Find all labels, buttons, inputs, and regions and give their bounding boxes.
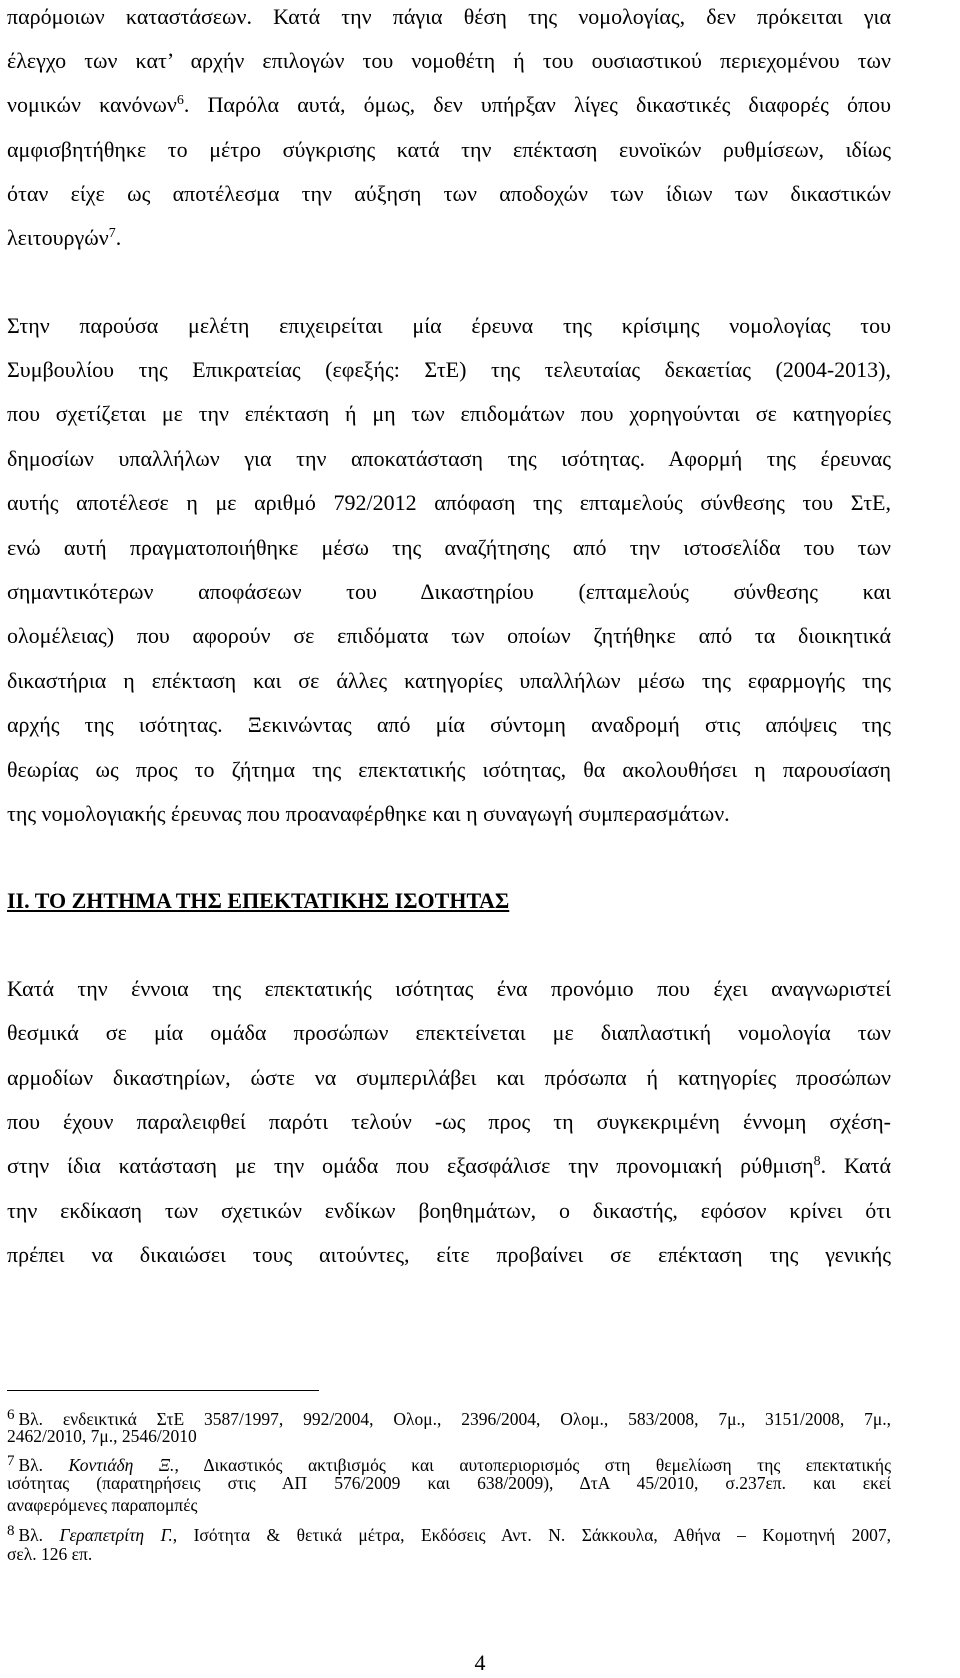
footnote-8-line-2: σελ. 126 επ. [7, 1544, 93, 1564]
footnote-7-text-1: , Δικαστικός ακτιβισμός και αυτοπεριορισμός στη θεμελίωση της επεκτατικής [174, 1455, 891, 1475]
page-number: 4 [474, 1650, 486, 1675]
paragraph-2-line-2: Συμβουλίου της Επικρατείας (εφεξής: ΣτΕ) της τελευταίας δεκαετίας (2004-2013), [7, 357, 891, 382]
paragraph-2-line-10: αρχής της ισότητας. Ξεκινώντας από μία σύντομη αναδρομή στις απόψεις της [7, 712, 891, 737]
footnote-7-number: 7 [7, 1453, 15, 1469]
footnote-8-number: 8 [7, 1523, 15, 1539]
paragraph-1-line-4: αμφισβητήθηκε το μέτρο σύγκρισης κατά την επέκταση ευνοϊκών ρυθμίσεων, ιδίως [7, 137, 891, 162]
footnote-ref-6: 6 [176, 93, 184, 108]
paragraph-1-line-3-text-b: . Παρόλα αυτά, όμως, δεν υπήρξαν λίγες δικαστικές διαφορές όπου [183, 92, 891, 117]
footnote-6-text-1: Βλ. ενδεικτικά ΣτΕ 3587/1997, 992/2004, Ολομ., 2396/2004, Ολομ., 583/2008, 7μ., 3151/2008, 7μ., [18, 1409, 891, 1429]
paragraph-2-line-11: θεωρίας ως προς το ζήτημα της επεκτατικής ισότητας, θα ακολουθήσει η παρουσίαση [7, 757, 891, 782]
paragraph-1-line-6-text-b: . [115, 225, 122, 250]
paragraph-3-line-4: που έχουν παραλειφθεί παρότι τελούν -ως προς τη συγκεκριμένη έννομη σχέση- [7, 1109, 891, 1134]
paragraph-3-line-6: την εκδίκαση των σχετικών ενδίκων βοηθημάτων, ο δικαστής, εφόσον κρίνει ότι [7, 1198, 891, 1223]
paragraph-1-line-3-text-a: νομικών κανόνων [7, 92, 177, 117]
paragraph-3-line-2: θεσμικά σε μία ομάδα προσώπων επεκτείνεται με διαπλαστική νομολογία των [7, 1020, 891, 1045]
paragraph-3-line-7: πρέπει να δικαιώσει τους αιτούντες, είτε προβαίνει σε επέκταση της γενικής [7, 1242, 891, 1267]
paragraph-2-line-1: Στην παρούσα μελέτη επιχειρείται μία έρευνα της κρίσιμης νομολογίας του [7, 313, 891, 338]
footnote-8-text-1: , Ισότητα & θετικά μέτρα, Εκδόσεις Αντ. Ν. Σάκκουλα, Αθήνα – Κομοτηνή 2007, [172, 1525, 891, 1545]
paragraph-3-line-1: Κατά την έννοια της επεκτατικής ισότητας ένα προνόμιο που έχει αναγνωριστεί [7, 976, 891, 1001]
paragraph-1-line-2: έλεγχο των κατ’ αρχήν επιλογών του νομοθέτη ή του ουσιαστικού περιεχομένου των [7, 48, 891, 73]
footnote-8-author: Γεραπετρίτη Γ. [59, 1525, 173, 1545]
footnote-7-prefix: Βλ. [18, 1455, 69, 1475]
paragraph-3-line-5-text-a: στην ίδια κατάσταση με την ομάδα που εξασφάλισε την προνομιακή ρύθμιση [7, 1153, 814, 1178]
footnote-7-line-1 [7, 1451, 891, 1475]
footnote-ref-7: 7 [108, 226, 116, 241]
paragraph-1-line-1: παρόμοιων καταστάσεων. Κατά την πάγια θέση της νομολογίας, δεν πρόκειται για [7, 4, 891, 29]
footnote-7-line-2: ισότητας (παρατηρήσεις στις ΑΠ 576/2009 και 638/2009), ΔτΑ 45/2010, σ.237επ. και εκεί [7, 1473, 891, 1493]
footnote-6-number: 6 [7, 1407, 15, 1423]
paragraph-2-line-7: σημαντικότερων αποφάσεων του Δικαστηρίου (επταμελούς σύνθεσης και [7, 579, 891, 604]
paragraph-2-line-4: δημοσίων υπαλλήλων για την αποκατάσταση της ισότητας. Αφορμή της έρευνας [7, 446, 891, 471]
footnote-8-prefix: Βλ. [18, 1525, 60, 1545]
footnote-separator [7, 1390, 319, 1391]
paragraph-1-line-6 [7, 225, 891, 251]
paragraph-2-line-12: της νομολογιακής έρευνας που προαναφέρθηκε και η συναγωγή συμπερασμάτων. [7, 801, 730, 826]
paragraph-3-line-5-text-b: . Κατά [820, 1153, 891, 1178]
footnote-8-line-1 [7, 1521, 891, 1545]
paragraph-2-line-9: δικαστήρια η επέκταση και σε άλλες κατηγορίες υπαλλήλων μέσω της εφαρμογής της [7, 668, 891, 693]
paragraph-1-line-6-text-a: λειτουργών [7, 225, 109, 250]
footnote-6-line-2: 2462/2010, 7μ., 2546/2010 [7, 1426, 197, 1446]
section-heading: ΙΙ. ΤΟ ΖΗΤΗΜΑ ΤΗΣ ΕΠΕΚΤΑΤΙΚΗΣ ΙΣΟΤΗΤΑΣ [7, 888, 510, 913]
paragraph-1-line-3 [7, 92, 891, 118]
footnote-7-line-3: αναφερόμενες παραπομπές [7, 1495, 198, 1515]
paragraph-1-line-5: όταν είχε ως αποτέλεσμα την αύξηση των αποδοχών των ίδιων των δικαστικών [7, 181, 891, 206]
footnote-7-author: Κοντιάδη Ξ. [68, 1455, 175, 1475]
paragraph-2-line-3: που σχετίζεται με την επέκταση ή μη των επιδομάτων που χορηγούνται σε κατηγορίες [7, 401, 891, 426]
paragraph-3-line-5 [7, 1153, 891, 1179]
paragraph-2-line-6: ενώ αυτή πραγματοποιήθηκε μέσω της αναζήτησης από την ιστοσελίδα του των [7, 535, 891, 560]
paragraph-3-line-3: αρμοδίων δικαστηρίων, ώστε να συμπεριλάβει και πρόσωπα ή κατηγορίες προσώπων [7, 1065, 891, 1090]
paragraph-2-line-8: ολομέλειας) που αφορούν σε επιδόματα των οποίων ζητήθηκε από τα διοικητικά [7, 623, 891, 648]
footnote-ref-8: 8 [813, 1154, 821, 1169]
paragraph-2-line-5: αυτής αποτέλεσε η με αριθμό 792/2012 απόφαση της επταμελούς σύνθεσης του ΣτΕ, [7, 490, 891, 515]
